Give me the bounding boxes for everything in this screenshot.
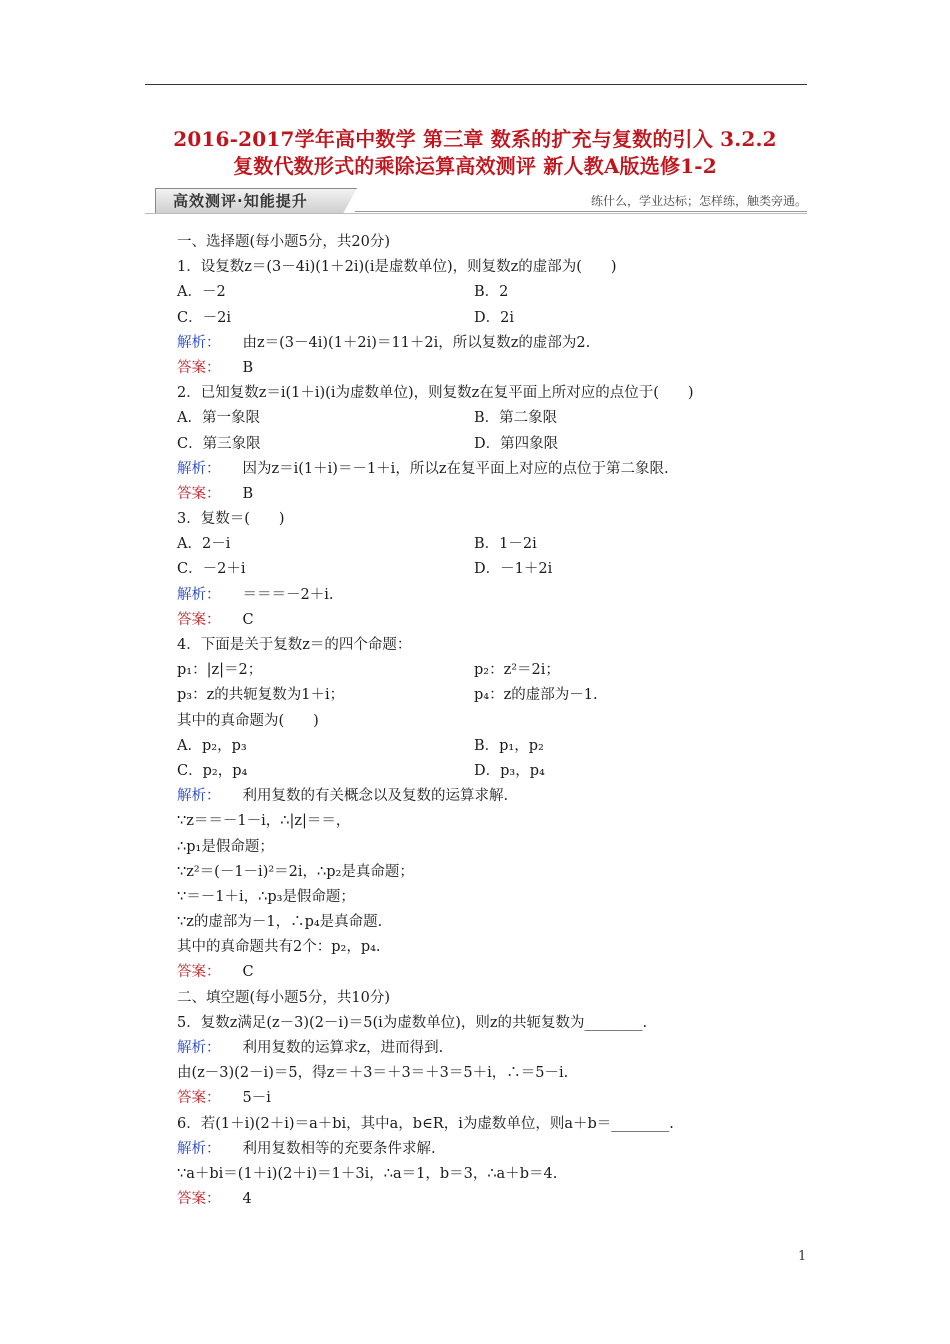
line-text: ∴p₁是假命题； (177, 838, 274, 855)
text-line (177, 759, 807, 784)
text-line (177, 406, 807, 431)
analysis-label: 解析： (177, 1040, 221, 1056)
option-right: D．2i (474, 309, 514, 326)
line-text: 4．下面是关于复数z＝的四个命题： (177, 637, 412, 653)
option-right: B．2 (474, 284, 509, 301)
text-line (177, 986, 807, 1011)
line-text: A．第一象限 (177, 410, 260, 427)
text-line (177, 809, 807, 834)
answer-line (177, 482, 807, 507)
line-text: 由(z－3)(2－i)＝5，得z＝＋3＝＋3＝＋3＝5＋i，∴＝5－i. (177, 1065, 569, 1082)
text-line (177, 381, 807, 406)
text-line (177, 1112, 807, 1137)
text-line (177, 658, 807, 683)
text-line (177, 306, 807, 331)
analysis-line (177, 583, 807, 608)
option-right: p₂：z²＝2i； (474, 662, 560, 679)
analysis-line (177, 1137, 807, 1162)
line-text: ∵a＋bi＝(1＋i)(2＋i)＝1＋3i，∴a＝1，b＝3，∴a＋b＝4. (177, 1165, 558, 1182)
text-line (177, 557, 807, 582)
line-text: 5．复数z满足(z－3)(2－i)＝5(i为虚数单位)，则z的共轭复数为________. (177, 1014, 648, 1031)
banner-slogan: 练什么，学业达标；怎样练，触类旁通。 (590, 194, 807, 208)
text-line (177, 1162, 807, 1187)
text-line (177, 935, 807, 960)
line-text: p₃：z的共轭复数为1＋i； (177, 687, 345, 704)
line-text: p₁：|z|＝2； (177, 662, 263, 679)
text-line (177, 633, 807, 658)
text-line (177, 835, 807, 860)
analysis-label: 解析： (177, 788, 221, 805)
analysis-label: 解析： (177, 1140, 221, 1157)
analysis-line (177, 1036, 807, 1061)
line-text: A．－2 (177, 284, 226, 301)
banner-divider (355, 211, 807, 212)
answer-line (177, 1086, 807, 1111)
line-text: A．p₂，p₃ (177, 737, 247, 754)
banner-label: 高效测评·知能提升 (173, 192, 308, 210)
answer-label: 答案： (177, 611, 221, 628)
text-line (177, 885, 807, 910)
text-line (177, 1061, 807, 1086)
answer-line (177, 1187, 807, 1212)
line-text: 其中的真命题为( ) (177, 712, 319, 729)
answer-label: 答案： (177, 964, 221, 981)
answer-label: 答案： (177, 359, 221, 376)
section-banner (145, 185, 807, 215)
text-line (177, 910, 807, 935)
analysis-line (177, 457, 807, 482)
line-text: 一、选择题(每小题5分，共20分) (177, 234, 390, 250)
text-line (177, 255, 807, 280)
text-line (177, 683, 807, 708)
line-text: 其中的真命题共有2个：p₂，p₄. (177, 939, 381, 956)
answer-line (177, 608, 807, 633)
analysis-label: 解析： (177, 460, 221, 477)
option-right: D．－1＋2i (474, 561, 553, 578)
text-line (177, 709, 807, 734)
line-text: C．第三象限 (177, 435, 261, 452)
answer-line (177, 356, 807, 381)
text-line (177, 532, 807, 557)
analysis-line (177, 784, 807, 809)
banner-underline (145, 213, 807, 214)
option-right: B．第二象限 (474, 410, 558, 427)
line-text: 6．若(1＋i)(2＋i)＝a＋bi，其中a，b∈R，i为虚数单位，则a＋b＝________. (177, 1115, 674, 1132)
option-right: D．p₃，p₄ (474, 762, 545, 779)
line-text: 利用复数相等的充要条件求解. (242, 1140, 436, 1157)
text-line (177, 860, 807, 885)
line-text: ∵＝－1＋i，∴p₃是假命题； (177, 888, 355, 905)
text-line (177, 230, 807, 255)
answer-label: 答案： (177, 1191, 221, 1208)
line-text: C (242, 964, 254, 981)
option-right: B．1－2i (474, 536, 537, 553)
line-text: A．2－i (177, 536, 231, 553)
line-text: B (242, 359, 254, 376)
top-rule (145, 84, 807, 85)
line-text: ∵z²＝(－1－i)²＝2i，∴p₂是真命题； (177, 863, 414, 880)
text-line (177, 507, 807, 532)
line-text: ∵z的虚部为－1，∴p₄是真命题. (177, 914, 383, 931)
document-title-line-2: 复数代数形式的乘除运算高效测评 新人教A版选修1-2 (233, 154, 717, 178)
line-text: C．－2i (177, 309, 231, 326)
analysis-label: 解析： (177, 586, 221, 603)
exercise-content (177, 230, 807, 1212)
text-line (177, 280, 807, 305)
answer-label: 答案： (177, 1090, 221, 1107)
line-text: 二、填空题(每小题5分，共10分) (177, 989, 390, 1006)
line-text: 1．设复数z＝(3－4i)(1＋2i)(i是虚数单位)，则复数z的虚部为( ) (177, 259, 617, 276)
option-right: B．p₁，p₂ (474, 737, 544, 754)
analysis-line (177, 331, 807, 356)
analysis-label: 解析： (177, 334, 221, 351)
line-text: C．p₂，p₄ (177, 762, 248, 779)
line-text: B (242, 485, 254, 502)
text-line (177, 1011, 807, 1036)
line-text: 3．复数＝( ) (177, 511, 285, 528)
line-text: 因为z＝i(1＋i)＝－1＋i，所以z在复平面上对应的点位于第二象限. (242, 460, 669, 477)
answer-label: 答案： (177, 485, 221, 502)
line-text: 5－i (242, 1090, 271, 1107)
document-title-line-1: 2016-2017学年高中数学 第三章 数系的扩充与复数的引入 3.2.2 (173, 127, 777, 151)
line-text: ＝＝＝－2＋i. (242, 586, 334, 603)
line-text: 利用复数的有关概念以及复数的运算求解. (242, 788, 509, 805)
option-right: p₄：z的虚部为－1. (474, 687, 598, 704)
line-text: 4 (242, 1191, 252, 1208)
text-line (177, 734, 807, 759)
text-line (177, 432, 807, 457)
option-right: D．第四象限 (474, 435, 559, 452)
line-text: 由z＝(3－4i)(1＋2i)＝11＋2i，所以复数z的虚部为2. (242, 334, 591, 351)
line-text: C (242, 611, 254, 628)
line-text: ∵z＝＝－1－i，∴|z|＝＝， (177, 813, 351, 830)
line-text: 2．已知复数z＝i(1＋i)(i为虚数单位)，则复数z在复平面上所对应的点位于( ) (177, 385, 694, 402)
page-number: 1 (798, 1249, 807, 1264)
line-text: 利用复数的运算求z，进而得到. (242, 1040, 444, 1056)
answer-line (177, 960, 807, 985)
line-text: C．－2＋i (177, 561, 246, 578)
